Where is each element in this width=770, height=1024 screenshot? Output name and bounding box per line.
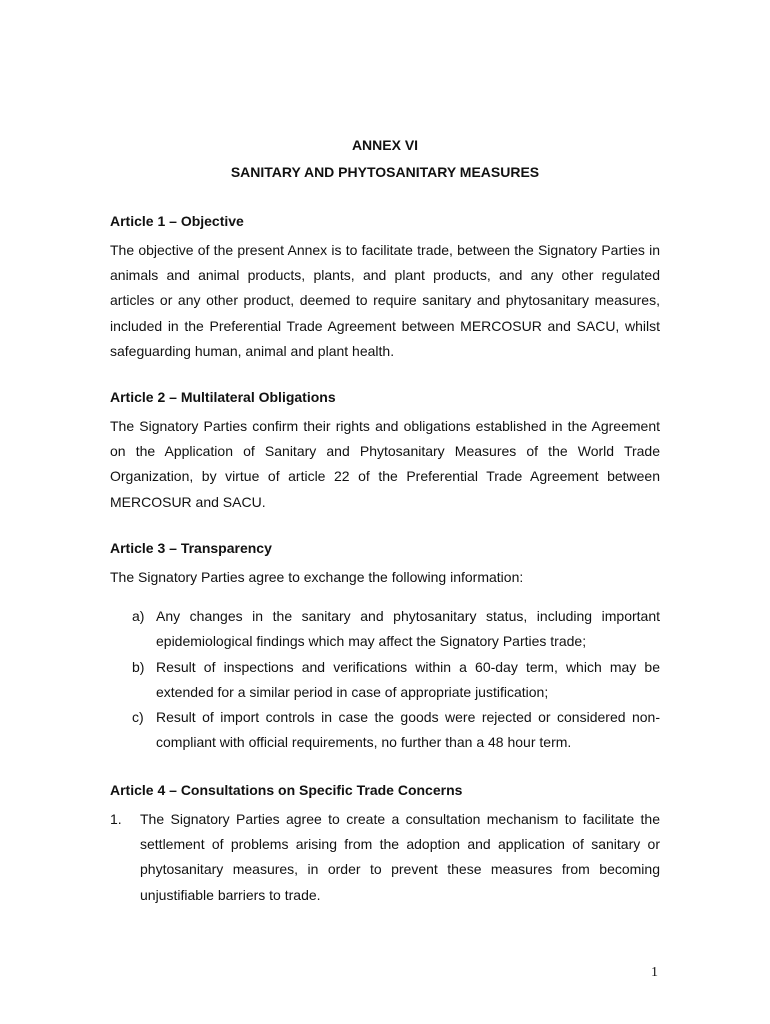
list-item <box>110 604 660 654</box>
article-1-heading: Article 1 – Objective <box>110 213 244 229</box>
article-2 <box>110 388 660 515</box>
article-1-text: The objective of the present Annex is to facilitate trade, between the Signatory Parties in animals and animal products, plants, and plant products, and any other regulated articles or any other product, deemed to require sanitary and phytosanitary measures, included in the Preferential Trade Agreement between MERCOSUR and SACU, whilst safeguarding human, animal and plant health. <box>110 242 660 359</box>
list-item <box>110 807 660 908</box>
list-item-text: Result of inspections and verifications within a 60-day term, which may be extended for a similar period in case of appropriate justification; <box>156 658 660 700</box>
article-3-heading: Article 3 – Transparency <box>110 540 272 556</box>
article-4 <box>110 781 660 908</box>
annex-title: ANNEX VI <box>351 137 419 153</box>
article-2-text: The Signatory Parties confirm their rights and obligations established in the Agreement on the Application of Sanitary and Phytosanitary Measures of the World Trade Organization, by virtue of article 22 of the Preferential Trade Agreement between MERCOSUR and SACU. <box>110 418 660 510</box>
list-item <box>110 705 660 755</box>
article-3 <box>110 539 660 755</box>
article-3-list <box>110 604 660 755</box>
list-item-text: The Signatory Parties agree to create a consultation mechanism to facilitate the settlement of problems arising from the adoption and application of sanitary or phytosanitary measures, in order to prevent these measures from becoming unjustifiable barriers to trade. <box>140 811 660 903</box>
annex-subtitle: SANITARY AND PHYTOSANITARY MEASURES <box>230 164 540 180</box>
article-4-list <box>110 807 660 908</box>
list-item <box>110 655 660 705</box>
article-3-text: The Signatory Parties agree to exchange the following information: <box>110 569 524 585</box>
article-4-heading: Article 4 – Consultations on Specific Trade Concerns <box>110 782 463 798</box>
list-item-marker: a) <box>132 608 145 625</box>
article-1 <box>110 212 660 364</box>
list-item-marker: b) <box>132 658 145 675</box>
list-item-text: Any changes in the sanitary and phytosanitary status, including important epidemiological findings which may affect the Signatory Parties trade; <box>156 608 660 650</box>
list-item-marker: c) <box>132 709 144 726</box>
page-number: 1 <box>651 965 658 980</box>
list-item-marker: 1. <box>110 811 122 827</box>
list-item-text: Result of import controls in case the goods were rejected or considered non-compliant with official requirements, no further than a 48 hour term. <box>156 709 660 751</box>
article-2-heading: Article 2 – Multilateral Obligations <box>110 389 336 405</box>
